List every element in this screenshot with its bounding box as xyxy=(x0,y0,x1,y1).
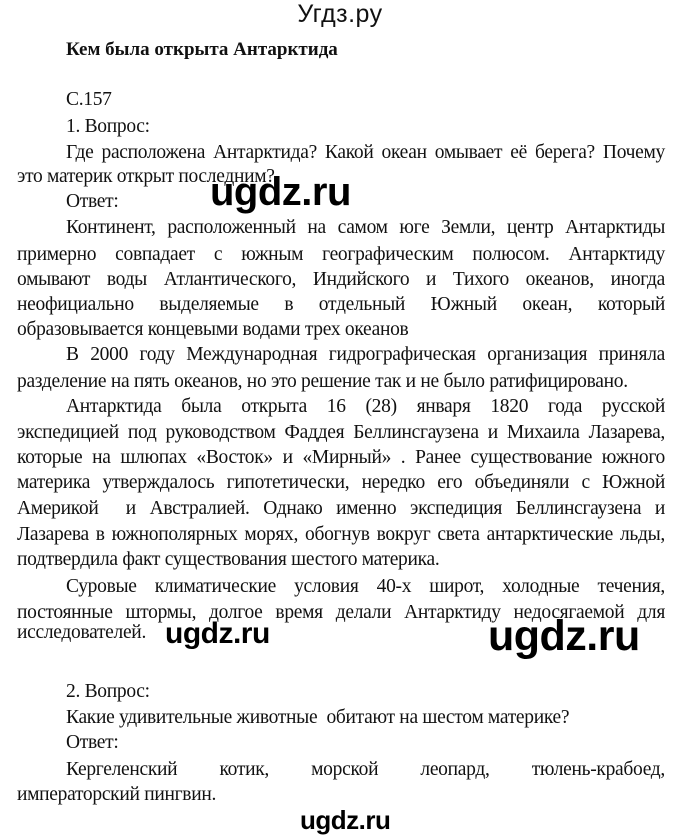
question-1-text: это материк открыт последним? xyxy=(17,166,275,187)
answer-line: В 2000 году Международная гидрографическая организация приняла xyxy=(66,344,665,365)
answer-line: постоянные штормы, долгое время делали Антарктиду недосягаемой для xyxy=(17,602,665,623)
answer-line: разделение на пять океанов, но это решение так и не было ратифицировано. xyxy=(17,371,628,392)
watermark: ugdz.ru xyxy=(488,612,640,660)
answer-line: Антарктида была открыта 16 (28) января 1820 года русской xyxy=(66,396,665,417)
answer-line: неофициально выделяемые в отдельный Южный океан, который xyxy=(17,294,665,315)
answer-line: примерно совпадает с южным географическим полюсом. Антарктиду xyxy=(17,244,665,265)
watermark: ugdz.ru xyxy=(300,805,391,835)
answer-2-line: Кергеленский котик, морской леопард, тюлень-крабоед, xyxy=(66,759,665,780)
question-2-label: 2. Вопрос: xyxy=(66,681,150,702)
page-reference: С.157 xyxy=(66,89,112,110)
answer-line: которые на шлюпах «Восток» и «Мирный» . Ранее существование южного xyxy=(17,447,665,468)
site-header: Угдз.ру xyxy=(297,0,383,28)
page-title: Кем была открыта Антарктида xyxy=(66,39,338,60)
answer-line: Континент, расположенный на самом юге Земли, центр Антарктиды xyxy=(66,217,665,238)
watermark: ugdz.ru xyxy=(165,617,270,650)
question-1-label: 1. Вопрос: xyxy=(66,116,150,137)
answer-2-line: императорский пингвин. xyxy=(17,784,217,805)
answer-line: образовывается концевыми водами трех океанов xyxy=(17,319,409,340)
watermark: ugdz.ru xyxy=(210,170,351,214)
answer-line: материка утверждалось гипотетически, нередко его объединяли с Южной xyxy=(17,472,665,493)
answer-1-label: Ответ: xyxy=(66,191,119,212)
question-2-text: Какие удивительные животные обитают на шестом материке? xyxy=(66,707,570,728)
answer-2-label: Ответ: xyxy=(66,732,119,753)
answer-line: Америкой и Австралией. Однако именно экспедиция Беллинсгаузена и xyxy=(17,498,665,519)
answer-line: подтвердила факт существования шестого материка. xyxy=(17,549,440,570)
answer-line: Лазарева в южнополярных морях, обогнув вокруг света антарктические льды, xyxy=(17,524,665,545)
answer-line: экспедицией под руководством Фаддея Беллинсгаузена и Михаила Лазарева, xyxy=(17,422,665,443)
question-1-text: Где расположена Антарктида? Какой океан омывает её берега? Почему xyxy=(66,142,665,163)
answer-line: омывают воды Атлантического, Индийского и Тихого океанов, иногда xyxy=(17,269,665,290)
answer-line: исследователей. xyxy=(17,622,147,643)
answer-line: Суровые климатические условия 40-х широт, холодные течения, xyxy=(66,576,665,597)
